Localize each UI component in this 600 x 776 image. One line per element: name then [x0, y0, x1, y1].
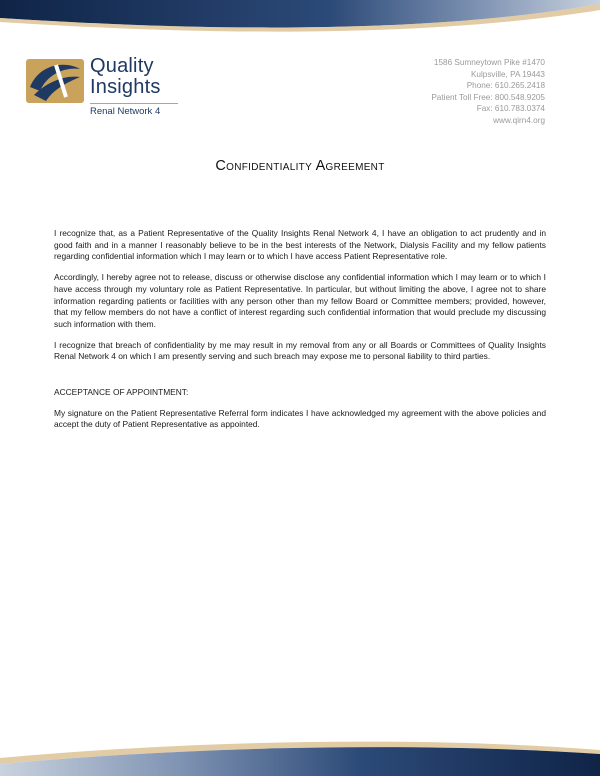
logo-mark-icon [26, 57, 84, 105]
paragraph-breach: I recognize that breach of confidentiality by me may result in my removal from any or all Boards or Committees of Quality Insights Renal Network 4 on which I am presently serving and such breach may expose me to personal liability to third parties. [54, 339, 546, 362]
contact-address-block [431, 57, 545, 127]
acceptance-heading: ACCEPTANCE OF APPOINTMENT: [54, 387, 189, 398]
paragraph-nondisclosure: Accordingly, I hereby agree not to release, discuss or otherwise disclose any confidential information which I may learn or to which I have access through my voluntary role as Patient Representative. In particular, but without limiting the above, I agree not to share information regarding patients or facilities with any person other than my fellow Board or Committee members; provided, however, that my fellow members do not have a conflict of interest regarding such confidential information that would preclude my discussing such information with them. [54, 272, 546, 329]
address-toll-free: Patient Toll Free: 800.548.9205 [431, 92, 545, 102]
address-city: Kulpsville, PA 19443 [470, 69, 545, 79]
address-website[interactable]: www.qirn4.org [493, 115, 545, 125]
quality-insights-logo [26, 55, 186, 121]
paragraph-obligation: I recognize that, as a Patient Representative of the Quality Insights Renal Network 4, I have an obligation to act prudently and in good faith and in a manner I reasonably believe to be in the best interests of the Network, Dialysis Facility and my fellow patients regarding confidential information which I may learn or to which I have access Patient Representative role. [54, 228, 546, 262]
logo-text-quality: Quality [90, 55, 154, 77]
document-body [54, 228, 546, 440]
footer-banner [0, 732, 600, 776]
header-banner [0, 0, 600, 36]
page-title: Confidentiality Agreement [215, 158, 385, 174]
acceptance-text: My signature on the Patient Representative Referral form indicates I have acknowledged my agreement with the above policies and accept the duty of Patient Representative as appointed. [54, 407, 546, 430]
logo-text-insights: Insights [90, 76, 161, 98]
address-fax: Fax: 610.783.0374 [476, 104, 545, 114]
logo-subtitle: Renal Network 4 [90, 103, 178, 117]
address-street: 1586 Sumneytown Pike #1470 [433, 58, 545, 67]
address-phone: Phone: 610.265.2418 [466, 81, 545, 91]
